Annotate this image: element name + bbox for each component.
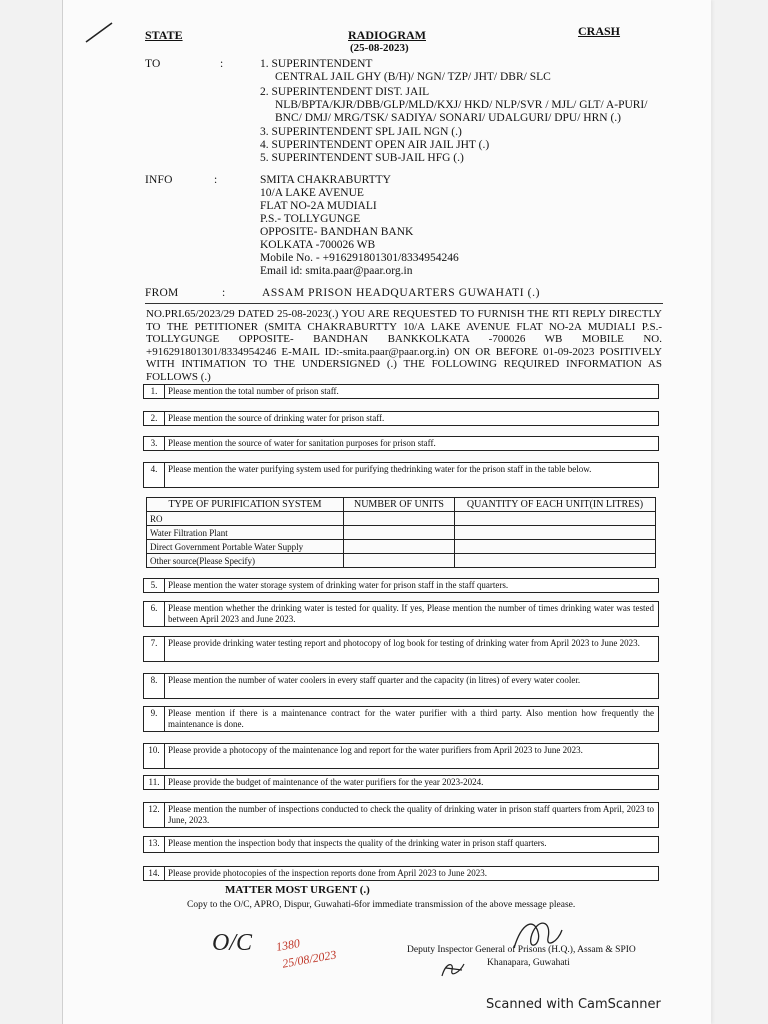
signature-title: Deputy Inspector General of Prisons (H.Q.), Assam & SPIO <box>407 945 636 955</box>
to-colon: : <box>220 58 224 70</box>
table-header: NUMBER OF UNITS <box>344 498 455 512</box>
table-header: TYPE OF PURIFICATION SYSTEM <box>147 498 344 512</box>
table-cell <box>344 540 455 554</box>
question-number: 6. <box>144 602 165 626</box>
question-text: Please mention the source of water for sanitation purposes for prison staff. <box>168 438 436 448</box>
question-number: 7. <box>144 637 165 661</box>
handwritten-number: 1380 <box>274 936 301 954</box>
table-cell <box>344 554 455 568</box>
question-number: 14. <box>144 867 165 880</box>
question-number: 5. <box>144 579 165 592</box>
from-colon: : <box>222 287 226 299</box>
question-text: Please mention the inspection body that inspects the quality of the drinking water in prison staff quarters. <box>168 838 547 848</box>
question-7 <box>143 636 659 662</box>
question-12 <box>143 802 659 828</box>
question-text: Please provide drinking water testing report and photocopy of log book for testing of drinking water from April 2023 to June 2023. <box>168 638 640 648</box>
matter-urgent: MATTER MOST URGENT (.) <box>225 884 370 896</box>
question-9 <box>143 706 659 732</box>
question-text: Please mention the water storage system of drinking water for prison staff in the staff quarters. <box>168 580 509 590</box>
question-number: 8. <box>144 674 165 698</box>
table-row <box>147 512 656 526</box>
info-line-3: FLAT NO-2A MUDIALI <box>260 200 377 212</box>
state-label: STATE <box>145 28 183 42</box>
question-text: Please mention if there is a maintenance contract for the water purifier with a third party. Also mention how frequently the maintenance is done. <box>168 708 654 729</box>
table-cell <box>455 526 656 540</box>
question-number: 1. <box>144 385 165 398</box>
table-row <box>147 526 656 540</box>
info-line-1: SMITA CHAKRABURTTY <box>260 174 391 186</box>
question-1 <box>143 384 659 399</box>
radiogram-title: RADIOGRAM <box>348 28 426 42</box>
table-cell: RO <box>147 512 344 526</box>
handwritten-oc: O/C <box>212 930 253 956</box>
info-mobile: Mobile No. - +916291801301/8334954246 <box>260 252 459 264</box>
question-4 <box>143 462 659 488</box>
to-line-8: 5. SUPERINTENDENT SUB-JAIL HFG (.) <box>260 152 464 164</box>
table-cell <box>455 540 656 554</box>
purification-table <box>146 497 656 568</box>
copy-to-line: Copy to the O/C, APRO, Dispur, Guwahati-6for immediate transmission of the above message please. <box>187 900 576 910</box>
info-label: INFO <box>145 174 173 186</box>
question-text: Please provide the budget of maintenance of the water purifiers for the year 2023-2024. <box>168 777 484 787</box>
question-number: 13. <box>144 837 165 852</box>
table-row <box>147 540 656 554</box>
question-6 <box>143 601 659 627</box>
question-13 <box>143 836 659 853</box>
camscanner-watermark: Scanned with CamScanner <box>486 997 661 1012</box>
question-2 <box>143 411 659 426</box>
question-11 <box>143 775 659 790</box>
question-number: 9. <box>144 707 165 731</box>
to-label: TO <box>145 58 161 70</box>
question-number: 11. <box>144 776 165 789</box>
question-14 <box>143 866 659 881</box>
question-text: Please provide a photocopy of the maintenance log and report for the water purifiers from April 2023 to June 2023. <box>168 745 583 755</box>
crash-label: CRASH <box>578 24 621 38</box>
table-cell <box>344 526 455 540</box>
table-cell <box>344 512 455 526</box>
to-line-6: 3. SUPERINTENDENT SPL JAIL NGN (.) <box>260 126 462 138</box>
question-5 <box>143 578 659 593</box>
question-text: Please mention whether the drinking water is tested for quality. If yes, Please mention the number of times drinking water was tested between April 2023 and June 2023. <box>168 603 654 624</box>
to-line-3: 2. SUPERINTENDENT DIST. JAIL <box>260 86 430 98</box>
info-line-4: P.S.- TOLLYGUNGE <box>260 213 361 225</box>
table-row <box>147 554 656 568</box>
divider <box>145 303 663 304</box>
question-3 <box>143 436 659 451</box>
initials-icon <box>438 958 468 980</box>
question-number: 3. <box>144 437 165 450</box>
info-line-5: OPPOSITE- BANDHAN BANK <box>260 226 414 238</box>
to-line-5: BNC/ DMJ/ MRG/TSK/ SADIYA/ SONARI/ UDALGURI/ DPU/ HRN (.) <box>275 112 621 124</box>
to-line-4: NLB/BPTA/KJR/DBB/GLP/MLD/KXJ/ HKD/ NLP/SVR / MJL/ GLT/ A-PURI/ <box>275 99 648 111</box>
question-10 <box>143 743 659 769</box>
radiogram-date: (25-08-2023) <box>350 42 409 54</box>
question-8 <box>143 673 659 699</box>
table-cell <box>455 512 656 526</box>
to-line-7: 4. SUPERINTENDENT OPEN AIR JAIL JHT (.) <box>260 139 490 151</box>
table-header: QUANTITY OF EACH UNIT(IN LITRES) <box>455 498 656 512</box>
question-text: Please provide photocopies of the inspection reports done from April 2023 to June 2023. <box>168 868 487 878</box>
table-cell: Other source(Please Specify) <box>147 554 344 568</box>
from-value: ASSAM PRISON HEADQUARTERS GUWAHATI (.) <box>262 287 540 299</box>
question-number: 4. <box>144 463 165 487</box>
question-text: Please mention the total number of prison staff. <box>168 386 339 396</box>
question-number: 2. <box>144 412 165 425</box>
table-cell: Water Filtration Plant <box>147 526 344 540</box>
info-colon: : <box>214 174 218 186</box>
body-paragraph: NO.PRI.65/2023/29 DATED 25-08-2023(.) YOU ARE REQUESTED TO FURNISH THE RTI REPLY DIRECTLY TO THE PETITIONER (SMITA CHAKRABURTTY 10/A LAKE AVENUE FLAT NO-2A MUDIALI P.S.- TOLLYGUNGE OPPOSITE- BANDHAN BANKKOLKATA -700026 WB MOBILE NO. +916291801301/8334954246 E-MAIL ID:-smita.paar@paar.org.in) ON OR BEFORE 01-09-2023 POSITIVELY WITH INTIMATION TO THE UNDERSIGNED (.) THE FOLLOWING REQUIRED INFORMATION AS FOLLOWS (.) <box>146 308 662 383</box>
question-number: 10. <box>144 744 165 768</box>
question-text: Please mention the water purifying system used for purifying thedrinking water for the prison staff in the table below. <box>168 464 592 474</box>
table-cell <box>455 554 656 568</box>
info-email: Email id: smita.paar@paar.org.in <box>260 265 413 277</box>
to-line-2: CENTRAL JAIL GHY (B/H)/ NGN/ TZP/ JHT/ DBR/ SLC <box>275 71 551 83</box>
from-label: FROM <box>145 287 179 299</box>
signature-location: Khanapara, Guwahati <box>487 958 570 968</box>
question-text: Please mention the number of water coolers in every staff quarter and the capacity (in litres) of every water cooler. <box>168 675 581 685</box>
table-header-row <box>147 498 656 512</box>
table-cell: Direct Government Portable Water Supply <box>147 540 344 554</box>
question-number: 12. <box>144 803 165 827</box>
to-line-1: 1. SUPERINTENDENT <box>260 58 373 70</box>
info-line-6: KOLKATA -700026 WB <box>260 239 376 251</box>
info-line-2: 10/A LAKE AVENUE <box>260 187 364 199</box>
handwritten-date: 25/08/2023 <box>281 947 338 971</box>
question-text: Please mention the source of drinking water for prison staff. <box>168 413 385 423</box>
question-text: Please mention the number of inspections conducted to check the quality of drinking water in prison staff quarters from April, 2023 to June, 2023. <box>168 804 654 825</box>
pen-mark-icon <box>84 20 114 44</box>
